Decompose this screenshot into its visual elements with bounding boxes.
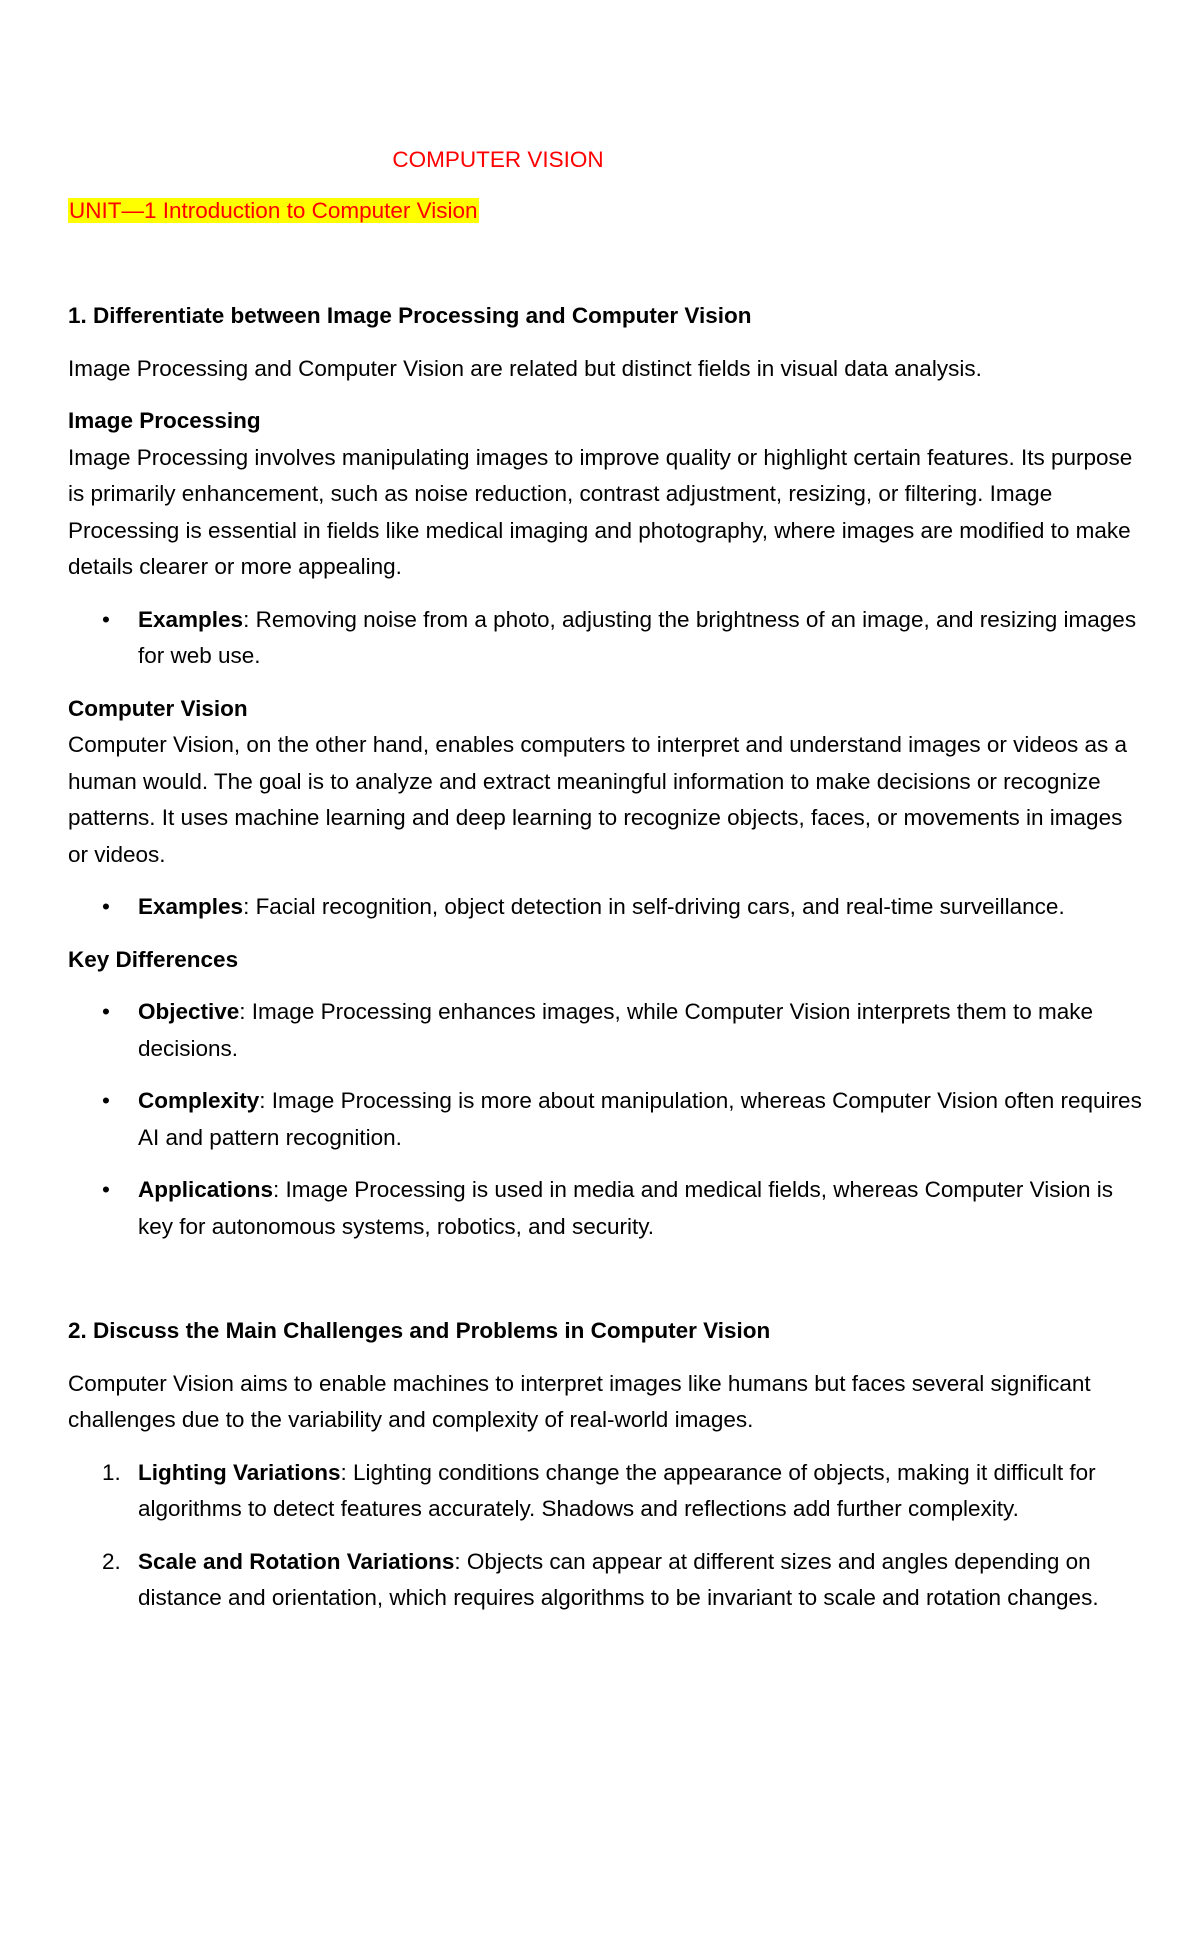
list-item — [102, 1544, 1148, 1617]
computer-vision-body: Computer Vision, on the other hand, enables computers to interpret and understand images or videos as a human would. The goal is to analyze and extract meaningful information to make decisions or recognize patterns. It uses machine learning and deep learning to recognize objects, faces, or movements in images or videos. — [68, 732, 1127, 867]
list-item — [102, 1455, 1148, 1528]
difference-term: Objective — [138, 999, 240, 1024]
examples-term: Examples — [138, 606, 244, 632]
section-2-heading: 2. Discuss the Main Challenges and Problems in Computer Vision — [68, 1318, 771, 1343]
examples-text: : Removing noise from a photo, adjusting the brightness of an image, and resizing images for web use. — [138, 606, 1137, 668]
list-item — [138, 994, 1148, 1067]
challenge-text: : Objects can appear at different sizes and angles depending on distance and orientation, which requires algorithms to be invariant to scale and rotation changes. — [138, 1548, 1099, 1610]
list-item — [138, 1083, 1148, 1156]
difference-text: : Image Processing is more about manipulation, whereas Computer Vision often requires AI and pattern recognition. — [138, 1088, 1142, 1150]
unit-heading-highlight: UNIT—1 Introduction to Computer Vision — [69, 198, 478, 223]
section-1-heading: 1. Differentiate between Image Processing and Computer Vision — [68, 303, 752, 328]
list-item — [138, 1172, 1148, 1245]
difference-term: Complexity — [138, 1088, 260, 1113]
image-processing-paragraph — [68, 403, 1148, 586]
computer-vision-heading: Computer Vision — [68, 695, 248, 721]
list-number: 1. — [102, 1459, 121, 1485]
examples-term: Examples — [138, 894, 244, 919]
image-processing-body: Image Processing involves manipulating images to improve quality or highlight certain features. Its purpose is primarily enhancement, such as noise reduction, contrast adjustment, resizing, or filtering. Image Processing is essential in fields like medical imaging and photography, where images are modified to make details clearer or more appealing. — [68, 444, 1133, 579]
image-processing-heading: Image Processing — [68, 408, 261, 433]
challenge-term: Lighting Variations — [138, 1459, 341, 1485]
examples-text: : Facial recognition, object detection in self-driving cars, and real-time surveillance. — [243, 894, 1065, 919]
list-item — [138, 602, 1148, 675]
section-2-intro: Computer Vision aims to enable machines to interpret images like humans but faces several significant challenges due to the variability and complexity of real-world images. — [68, 1370, 1091, 1432]
computer-vision-paragraph — [68, 691, 1148, 874]
challenge-text: : Lighting conditions change the appearance of objects, making it difficult for algorithms to detect features accurately. Shadows and reflections add further complexity. — [138, 1459, 1096, 1521]
key-differences-heading-text: Key Differences — [68, 946, 239, 972]
document-title: COMPUTER VISION — [392, 147, 604, 172]
computer-vision-examples-list — [68, 889, 1148, 926]
list-item — [138, 889, 1148, 926]
unit-heading — [68, 193, 479, 230]
section-1-intro: Image Processing and Computer Vision are related but distinct fields in visual data analysis. — [68, 355, 982, 381]
challenge-term: Scale and Rotation Variations — [138, 1548, 455, 1574]
difference-text: : Image Processing enhances images, while Computer Vision interprets them to make decisions. — [138, 999, 1094, 1061]
difference-text: : Image Processing is used in media and medical fields, whereas Computer Vision is key for autonomous systems, robotics, and security. — [138, 1177, 1114, 1239]
section-spacer — [68, 1261, 1148, 1313]
key-differences-list — [68, 994, 1148, 1245]
document-body — [68, 298, 1148, 1633]
difference-term: Applications — [138, 1177, 274, 1202]
key-differences-heading — [68, 942, 1148, 979]
challenges-list — [68, 1455, 1148, 1617]
list-number: 2. — [102, 1548, 121, 1574]
image-processing-examples-list — [68, 602, 1148, 675]
